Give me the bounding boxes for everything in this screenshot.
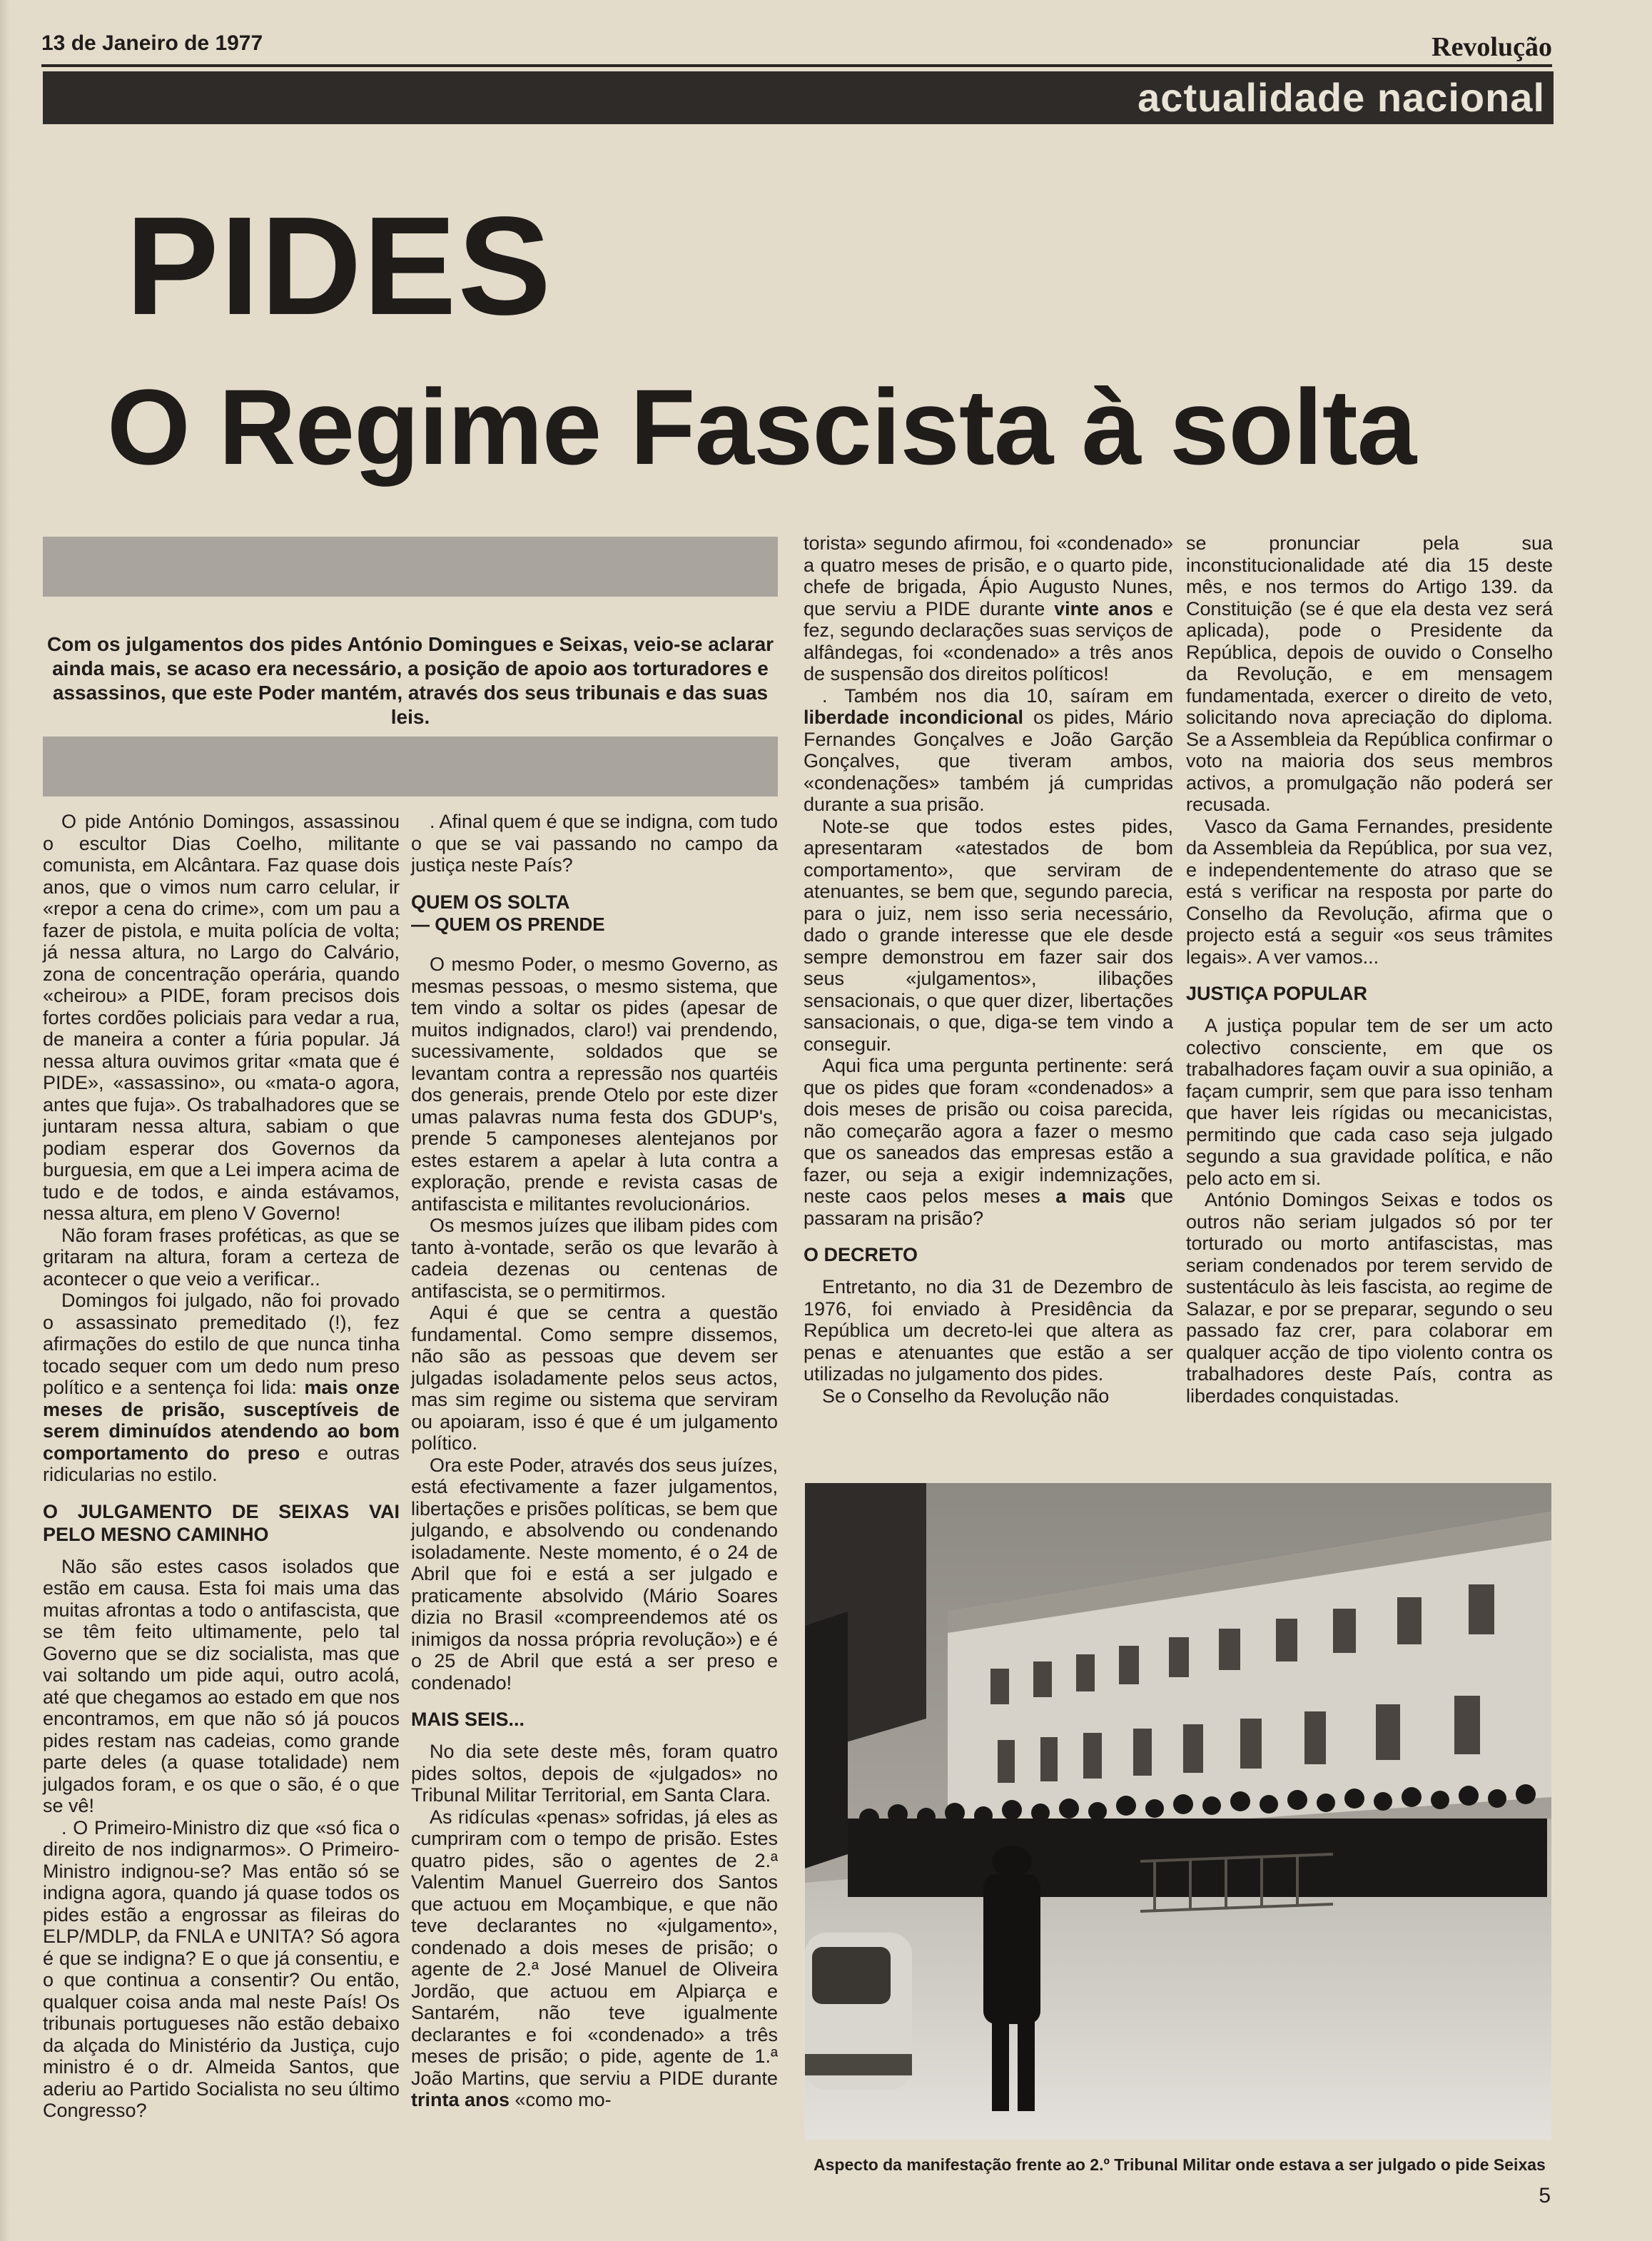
subheading: JUSTIÇA POPULAR	[1186, 983, 1368, 1004]
issue-date: 13 de Janeiro de 1977	[41, 31, 263, 55]
headline-sub: O Regime Fascista à solta	[107, 367, 1417, 487]
subheading: QUEM OS SOLTA	[411, 891, 570, 913]
article-column-2	[411, 811, 778, 2111]
subheading-continued: — QUEM OS PRENDE	[411, 913, 605, 935]
masthead-rule	[41, 64, 1552, 67]
paragraph: se pronunciar pela sua inconstitucionalidade até dia 15 deste mês, e nos termos do Artigo 139. da Constituição (se é que ela desta vez será aplicada), pode o Presidente da República, depois de ouvido o Conselho da Revolução, e em mensagem fundamentada, exercer o direito de veto, solicitando nova apreciação do diploma. Se a Assembleia da República confirmar o voto na maioria dos seus membros activos, a promulgação não poderá ser recusada.	[1186, 532, 1553, 815]
subheading: O JULGAMENTO DE SEIXAS VAI PELO MESNO CAMINHO	[43, 1500, 400, 1545]
paragraph: . O Primeiro-Ministro diz que «só fica o direito de nos indignarmos». O Primeiro-Ministro indignou-se? Mas então só se indigna agora, quando já quase todos os pides estão a engrossar as fileiras do ELP/MDLP, da FNLA e UNITA? Só agora é que se indigna? E o que já consentiu, e o que continua a consentir? Ou então, qualquer coisa anda mal neste País! Os tribunais portugueses não estão debaixo da alçada do Ministério da Justiça, cujo ministro é o dr. Almeida Santos, que aderiu ao Partido Socialista no seu último Congresso?	[43, 1816, 400, 2121]
paragraph: António Domingos Seixas e todos os outros não seriam julgados só por ter torturado ou morto antifascistas, mas seriam condenados por terem servido de sustentáculo às leis fascista, ao regime de Salazar, e por se preparar, segundo o seu passado faz crer, para colaborar em qualquer acção de tipo violento contra os trabalhadores deste País, contra as liberdades conquistadas.	[1186, 1189, 1553, 1407]
grey-band-bottom	[43, 737, 778, 796]
lede-paragraph: Com os julgamentos dos pides António Domingues e Seixas, veio-se aclarar ainda mais, se acaso era necessário, a posição de apoio aos torturadores e assassinos, que este Poder mantém, através dos seus tribunais e das suas leis.	[46, 633, 774, 728]
paragraph: Note-se que todos estes pides, apresentaram «atestados de bom comportamento», que serviram de atenuantes, se bem que, segundo parecia, para o juiz, nem isso seria necessário, dado o grande interesse que ele desde sempre demonstrou em fazer sair dos seus «julgamentos», ilibações sensacionais, o que quer dizer, libertações sansacionais, o que, diga-se tem vindo a conseguir.	[804, 815, 1173, 1055]
page-number: 5	[1539, 2184, 1551, 2207]
photo-caption: Aspecto da manifestação frente ao 2.º Tribunal Militar onde estava a ser julgado o pide Seixas	[814, 2155, 1546, 2174]
headline-main: PIDES	[126, 188, 553, 344]
paragraph: Ora este Poder, através dos seus juízes, está efectivamente a fazer julgamentos, libertações e prisões políticas, se bem que julgando, e absolvendo ou condenando isoladamente. Neste momento, é o 24 de Abril que foi e está a ser julgado e praticamente absolvido (Mário Soares dizia no Brasil «compreendemos até os inimigos da nossa própria revolução») e é o 25 de Abril que está a ser preso e condenado!	[411, 1454, 778, 1694]
paragraph: Não foram frases proféticas, as que se gritaram na altura, foram a certeza de acontecer o que veio a verificar..	[43, 1224, 400, 1290]
grey-band-top	[43, 537, 778, 597]
paragraph: . Também nos dia 10, saíram em liberdade incondicional os pides, Mário Fernandes Gonçalves e João Garção Gonçalves, que tiveram ambos, «condenações» também já cumpridas durante a sua prisão.	[804, 684, 1173, 815]
crowd-photo-icon	[805, 1483, 1551, 2140]
paragraph: A justiça popular tem de ser um acto colectivo consciente, em que os trabalhadores façam ouvir a sua opinião, a façam cumprir, sem que para isso tenham que haver leis rígidas ou mecanicistas, permitindo que cada caso seja julgado segundo a sua gravidade política, e não pelo acto em si.	[1186, 1015, 1553, 1189]
paragraph: Entretanto, no dia 31 de Dezembro de 1976, foi enviado à Presidência da República um decreto-lei que altera as penas e atenuantes que estão a ser utilizadas no julgamento dos pides.	[804, 1276, 1173, 1385]
newspaper-name: Revolução	[1431, 32, 1552, 62]
paragraph: . Afinal quem é que se indigna, com tudo o que se vai passando no campo da justiça neste País?	[411, 811, 778, 876]
paragraph: Domingos foi julgado, não foi provado o assassinato premeditado (!), fez afirmações do estilo de que nunca tinha tocado sequer com um dedo num preso político e a sentença foi lida: mais onze meses de prisão, susceptíveis de serem diminuídos atendendo ao bom comportamento do preso e outras ridicularias no estilo.	[43, 1290, 400, 1485]
paragraph: torista» segundo afirmou, foi «condenado» a quatro meses de prisão, e o quarto pide, chefe de brigada, Ápio Augusto Nunes, que serviu a PIDE durante vinte anos e fez, segundo declarações suas serviços de alfândegas, foi «condenado» a três anos de suspensão dos direitos políticos!	[804, 532, 1173, 684]
paragraph: Aqui fica uma pergunta pertinente: será que os pides que foram «condenados» a dois meses de prisão ou coisa parecida, não começarão agora a fazer o mesmo que os saneados das empresas estão a fazer, ou seja a exigir indemnizações, neste caos pelos meses a mais que passaram na prisão?	[804, 1055, 1173, 1229]
subheading: O DECRETO	[804, 1244, 918, 1265]
paragraph: As ridículas «penas» sofridas, já eles as cumpriram com o tempo de prisão. Estes quatro pides, são o agentes de 2.ª Valentim Manuel Guerreiro dos Santos que actuou em Moçambique, e que não teve declarantes no «julgamento», condenado a dois meses de prisão; o agente de 2.ª José Manuel de Oliveira Jordão, que actuou em Alpiarça e Santarém, não teve igualmente declarantes e foi «condenado» a três meses de prisão; o pide, agente de 1.ª João Martins, que serviu a PIDE durante trinta anos «como mo-	[411, 1806, 778, 2110]
paragraph: Os mesmos juízes que ilibam pides com tanto à-vontade, serão os que levarão à cadeia dezenas ou centenas de antifascista, se o permitirmos.	[411, 1215, 778, 1302]
news-photo	[805, 1483, 1551, 2140]
article-column-3	[804, 532, 1173, 1407]
paragraph: O pide António Domingos, assassinou o escultor Dias Coelho, militante comunista, em Alcântara. Faz quase dois anos, que o vimos num carro celular, ir «repor a cena do crime», com um pau a fazer de pistola, e muita polícia de volta; já nessa altura, no Largo do Calvário, zona de concentração operária, quando «cheirou» a PIDE, foram precisos dois fortes cordões policiais para vedar a rua, de maneira a conter a fúria popular. Já nessa altura ouvimos gritar «mata que é PIDE», «assassino», ou «mata-o agora, antes que fuja». Os trabalhadores que se juntaram nessa altura, sabiam o que podiam esperar dos Governos da burguesia, em que a Lei impera acima de tudo e de todos, e ainda estávamos, nessa altura, em pleno V Governo!	[43, 811, 400, 1224]
paragraph: O mesmo Poder, o mesmo Governo, as mesmas pessoas, o mesmo sistema, que tem vindo a soltar os pides (apesar de muitos indignados, claro!) vai prendendo, sucessivamente, soldados que se levantam contra a repressão nos quartéis dos generais, prende Otelo por este dizer umas palavras numa festa dos GDUP's, prende 5 camponeses alentejanos por estes estarem a apelar à luta contra a exploração, prende e revista casas de antifascista e militantes revolucionários.	[411, 953, 778, 1215]
article-column-4	[1186, 532, 1553, 1407]
paragraph: No dia sete deste mês, foram quatro pides soltos, depois de «julgados» no Tribunal Militar Territorial, em Santa Clara.	[411, 1741, 778, 1806]
paragraph: Não são estes casos isolados que estão em causa. Esta foi mais uma das muitas afrontas a todo o antifascista, que se têm feito ultimamente, pelo tal Governo que se diz socialista, mas que vai soltando um pide aqui, outro acolá, até que chegamos ao estado em que nos encontramos, em que não só já poucos pides restam nas cadeias, como grande parte deles (a quase totalidade) nem julgados foram, e os que o são, é o que se vê!	[43, 1555, 400, 1816]
paragraph: Aqui é que se centra a questão fundamental. Como sempre dissemos, não são as pessoas que devem ser julgadas isoladamente pelos seus actos, mas sim regime ou sistema que serviram ou apoiaram, isso é que é um julgamento político.	[411, 1302, 778, 1454]
subheading: MAIS SEIS...	[411, 1709, 525, 1730]
section-label: actualidade nacional	[1137, 75, 1545, 120]
paragraph: Vasco da Gama Fernandes, presidente da Assembleia da República, por sua vez, e independentemente do atraso que se está s verificar na resposta por parte do Conselho da Revolução, afirma que o projecto está a seguir «os seus trâmites legais». A ver vamos...	[1186, 815, 1553, 968]
page-edge	[0, 0, 10, 2241]
paragraph: Se o Conselho da Revolução não	[822, 1385, 1110, 1407]
article-column-1	[43, 811, 400, 2122]
